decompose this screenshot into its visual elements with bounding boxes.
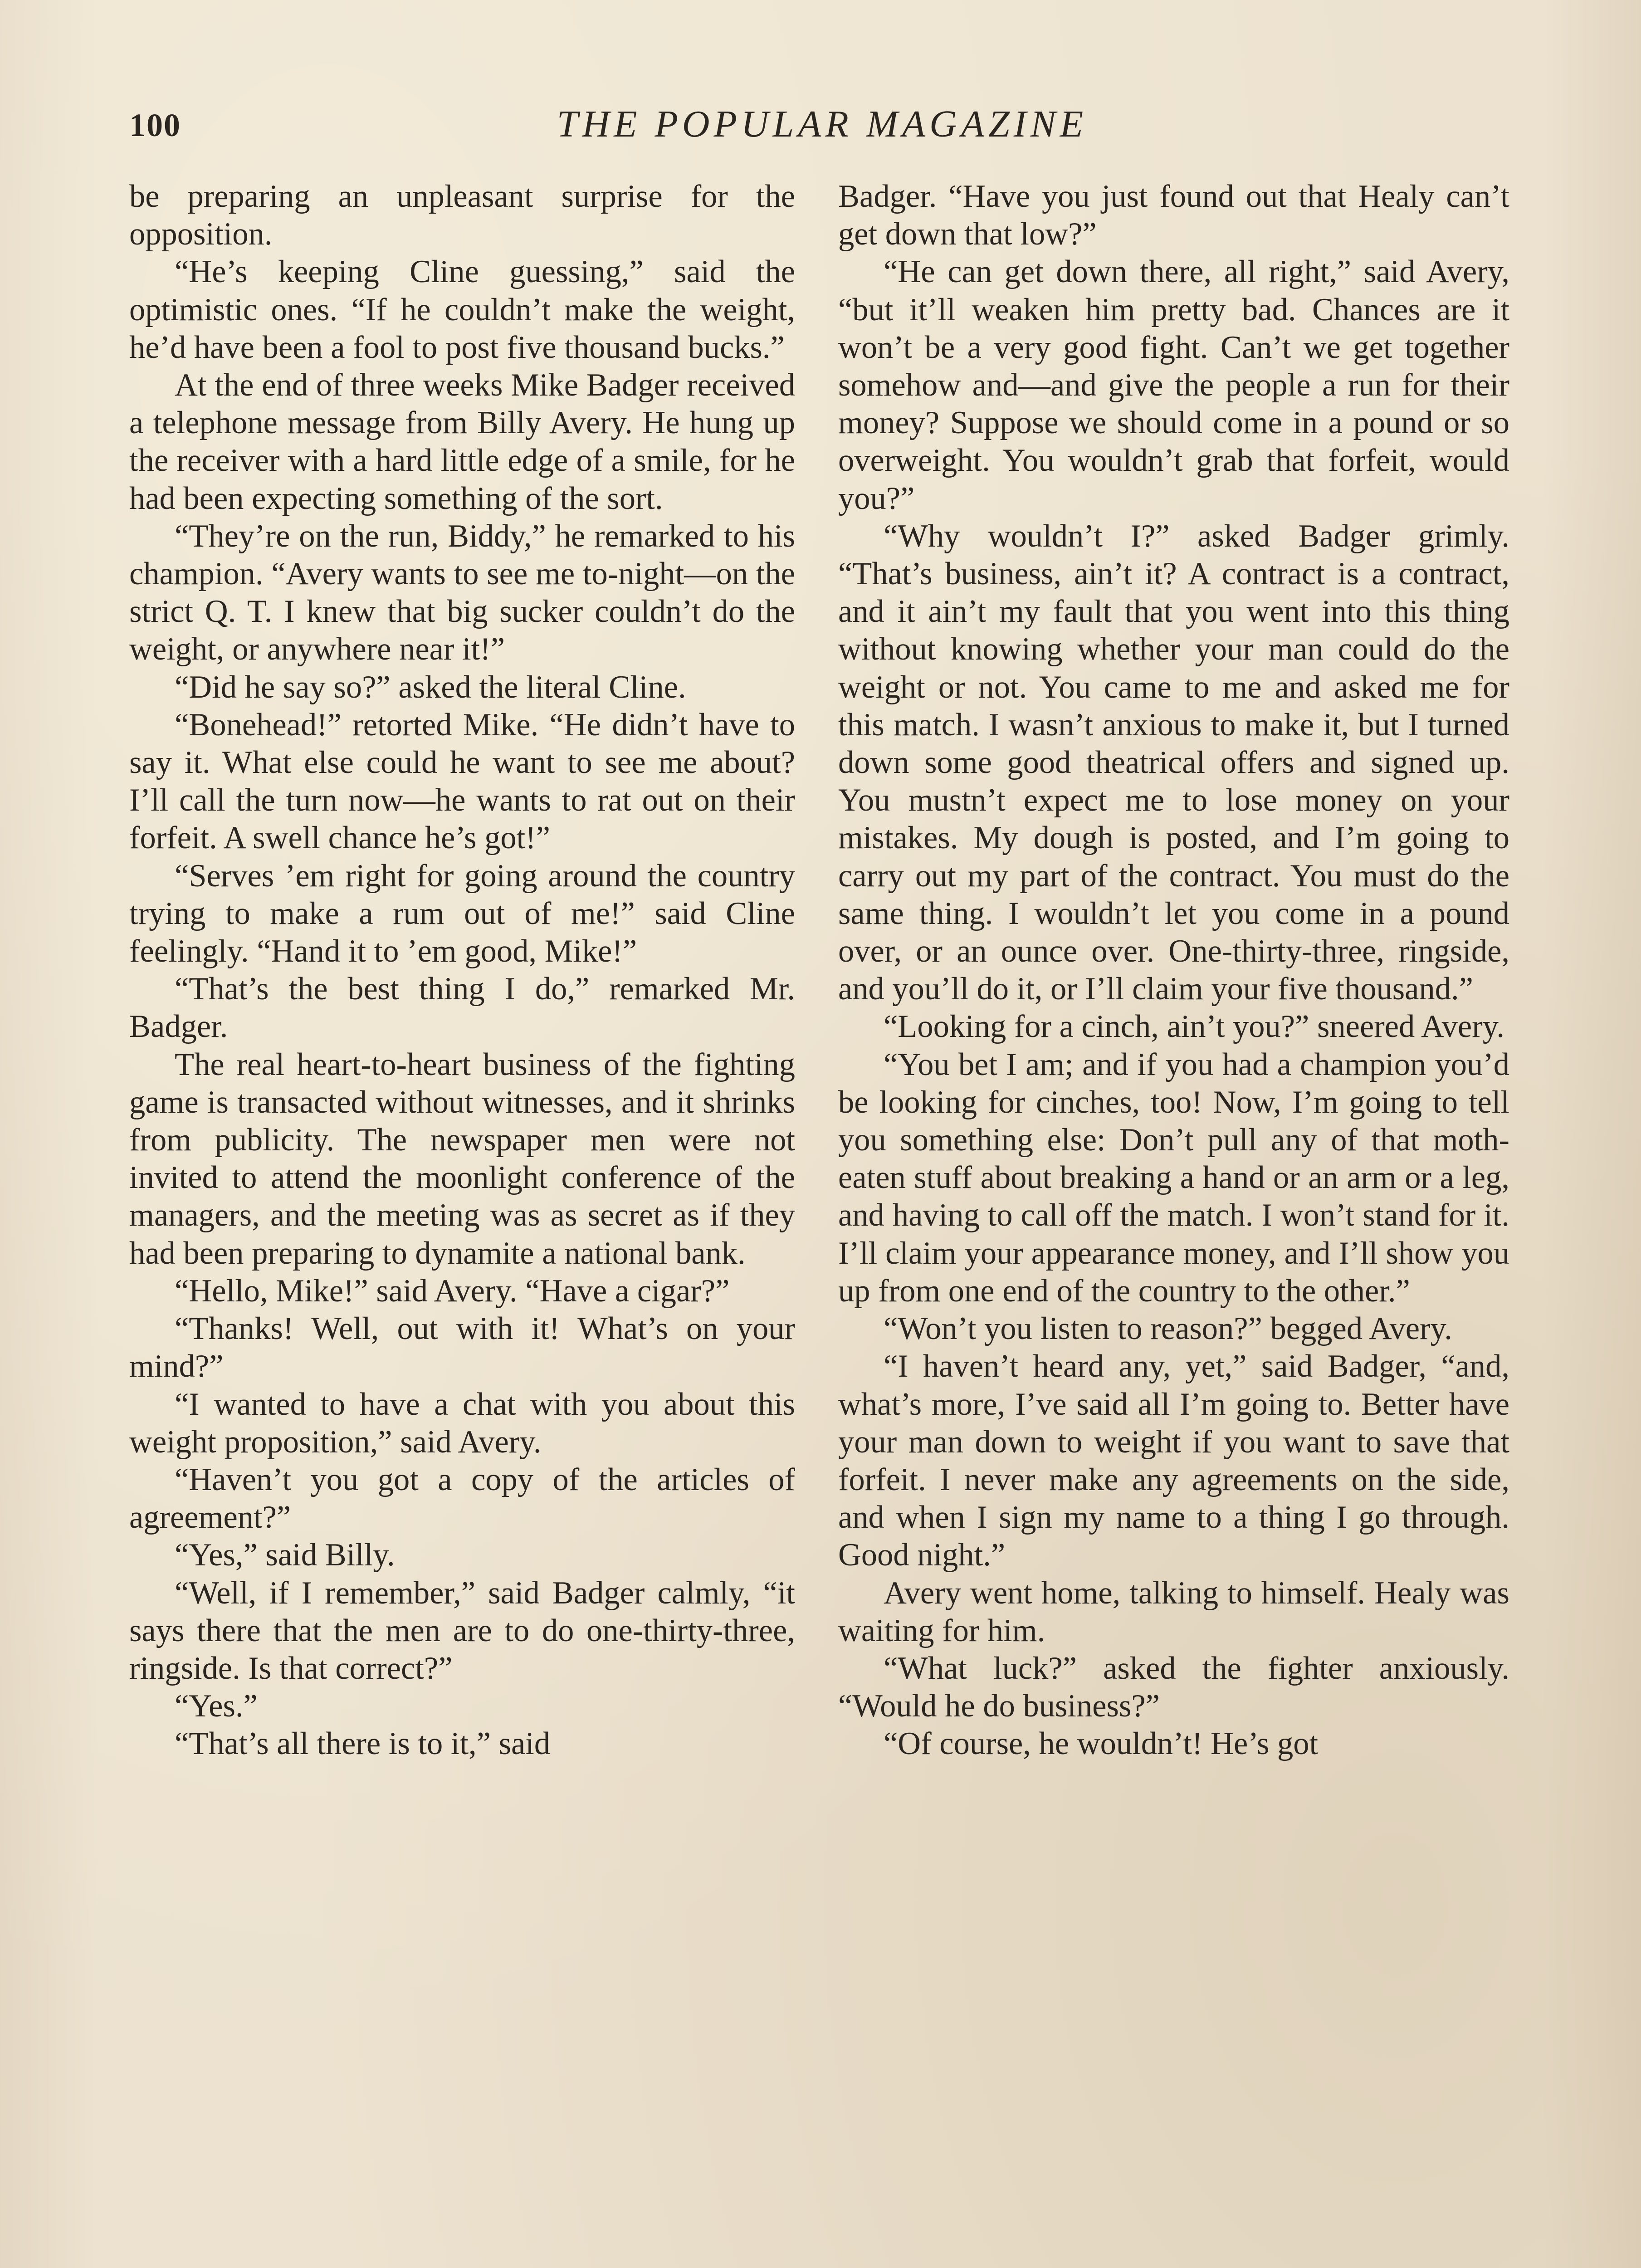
paragraph: “What luck?” asked the fighter anxiously. “Would he do business?” <box>838 1650 1509 1724</box>
paragraph: “Why wouldn’t I?” asked Badger grimly. “That’s business, ain’t it? A contract is a contract, and it ain’t my fault that you went into this thing without knowing whether your man could do the weight or not. You came to me and asked me for this match. I wasn’t anxious to make it, but I turned down some good theatrical offers and signed up. You mustn’t expect me to lose money on your mistakes. My dough is posted, and I’m going to carry out my part of the contract. You must do the same thing. I wouldn’t let you come in a pound over, or an ounce over. One-thirty-three, ringside, and you’ll do it, or I’ll claim your five thousand.” <box>838 518 1509 1007</box>
paragraph: “Hello, Mike!” said Avery. “Have a cigar?” <box>175 1273 730 1309</box>
paragraph: The real heart-to-heart business of the fighting game is transacted without witnesses, and it shrinks from publicity. The newspaper men were not invited to attend the moonlight conference of the managers, and the meeting was as secret as if they had been preparing to dynamite a national bank. <box>129 1046 795 1271</box>
paragraph: “Won’t you listen to reason?” begged Avery. <box>884 1311 1452 1347</box>
paragraph: “You bet I am; and if you had a champion you’d be looking for cinches, too! Now, I’m going to tell you something else: Don’t pull any of that moth-eaten stuff about breaking a hand or an arm or a leg, and having to call off the match. I won’t stand for it. I’ll claim your appearance money, and I’ll show you up from one end of the country to the other.” <box>838 1046 1509 1309</box>
paragraph: “Yes,” said Billy. <box>175 1537 395 1573</box>
running-head: THE POPULAR MAGAZINE <box>557 103 1088 145</box>
paragraph: Avery went home, talking to himself. Healy was waiting for him. <box>838 1575 1509 1648</box>
right-column <box>838 178 1509 2268</box>
paragraph: “Thanks! Well, out with it! What’s on your mind?” <box>129 1311 795 1384</box>
paragraph: “That’s the best thing I do,” remarked Mr. Badger. <box>129 971 795 1045</box>
paragraph: “I wanted to have a chat with you about this weight proposition,” said Avery. <box>129 1386 795 1460</box>
paragraph: “Of course, he wouldn’t! He’s got <box>884 1726 1319 1762</box>
paragraph: At the end of three weeks Mike Badger received a telephone message from Billy Avery. He hung up the receiver with a hard little edge of a smile, for he had been expecting something of the sort. <box>129 367 795 516</box>
left-column <box>129 178 795 2268</box>
page-number: 100 <box>129 107 181 143</box>
paragraph: “Haven’t you got a copy of the articles of agreement?” <box>129 1461 795 1535</box>
paragraph: Badger. “Have you just found out that Healy can’t get down that low?” <box>838 179 1509 252</box>
paragraph: “Well, if I remember,” said Badger calmly, “it says there that the men are to do one-thirty-three, ringside. Is that correct?” <box>129 1575 795 1686</box>
paragraph: “Serves ’em right for going around the country trying to make a rum out of me!” said Cline feelingly. “Hand it to ’em good, Mike!” <box>129 858 795 969</box>
paragraph: “They’re on the run, Biddy,” he remarked to his champion. “Avery wants to see me to-night—on the strict Q. T. I knew that big sucker couldn’t do the weight, or anywhere near it!” <box>129 518 795 667</box>
paragraph: “He can get down there, all right,” said Avery, “but it’ll weaken him pretty bad. Chances are it won’t be a very good fight. Can’t we get together somehow and—and give the people a run for their money? Suppose we should come in a pound or so overweight. You wouldn’t grab that forfeit, would you?” <box>838 254 1509 516</box>
paragraph: “Yes.” <box>175 1688 258 1724</box>
page-header <box>129 98 1515 156</box>
paragraph: be preparing an unpleasant surprise for the opposition. <box>129 179 795 252</box>
paragraph: “Bonehead!” retorted Mike. “He didn’t have to say it. What else could he want to see me about? I’ll call the turn now—he wants to rat out on their forfeit. A swell chance he’s got!” <box>129 707 795 856</box>
paragraph: “Looking for a cinch, ain’t you?” sneered Avery. <box>884 1009 1505 1045</box>
paragraph: “He’s keeping Cline guessing,” said the optimistic ones. “If he couldn’t make the weight, he’d have been a fool to post five thousand bucks.” <box>129 254 795 365</box>
paragraph: “I haven’t heard any, yet,” said Badger, “and, what’s more, I’ve said all I’m going to. Better have your man down to weight if you want to save that forfeit. I never make any agreements on the side, and when I sign my name to a thing I go through. Good night.” <box>838 1349 1509 1573</box>
paragraph: “That’s all there is to it,” said <box>175 1726 551 1762</box>
paragraph: “Did he say so?” asked the literal Cline. <box>175 669 686 705</box>
